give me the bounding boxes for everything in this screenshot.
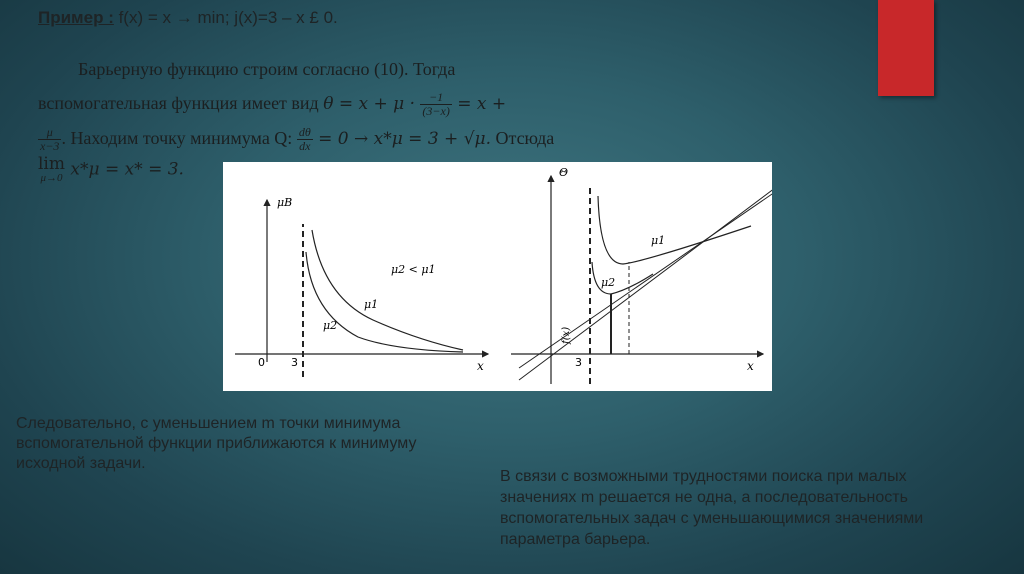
left-barrier-label: 3 <box>291 356 298 369</box>
left-origin-label: 0 <box>258 356 265 369</box>
conclusion-text: Следовательно, с уменьшением m точки минимума вспомогательной функции приближаются к минимуму исходной задачи. <box>16 415 417 472</box>
left-plot <box>235 196 488 377</box>
paragraph-line-3 <box>38 121 658 156</box>
right-y-label: Θ <box>559 166 569 179</box>
paragraph-line-2-text: вспомогательная функция имеет вид <box>38 93 324 113</box>
slide-title <box>38 8 338 28</box>
limit-subscript: μ→0 <box>40 172 63 184</box>
left-curve-mu2 <box>306 252 463 352</box>
paragraph-line-2 <box>38 86 658 121</box>
paragraph-line-1-text: Барьерную функцию строим согласно (10). Тогда <box>78 59 456 79</box>
right-x-label: x <box>747 359 754 373</box>
figure-svg <box>223 162 772 391</box>
mu-fraction-num: μ <box>38 126 61 140</box>
left-curve-mu1 <box>312 230 463 350</box>
barrier-fraction-num: −1 <box>420 91 451 105</box>
right-curve-mu1-label: μ1 <box>651 234 666 247</box>
mu-fraction-den: x−3 <box>40 139 60 154</box>
limit-operator <box>38 156 65 185</box>
left-curve-mu2-label: μ2 <box>323 319 338 332</box>
right-line-fx <box>519 188 772 380</box>
minimum-point-formula: = 0 → x*μ = 3 + √μ. <box>312 129 491 149</box>
derivative-den: dx <box>299 139 311 154</box>
derivative-num: dθ <box>298 125 311 140</box>
paragraph-line-3-text: . Находим точку минимума Q: <box>61 128 297 148</box>
right-barrier-label: 3 <box>575 356 582 369</box>
left-y-label: μB <box>277 196 293 209</box>
paragraph-line-1 <box>38 52 658 86</box>
left-x-label: x <box>477 359 484 373</box>
aux-function-formula-tail: = x + <box>451 94 507 114</box>
derivative-fraction <box>297 126 313 153</box>
note-text: В связи с возможными трудностями поиска при малых значениях m решается не одна, а последовательность вспомогательных задач с уменьшающимися значениями параметра барьера. <box>500 468 924 548</box>
paragraph-line-3-end: Отсюда <box>490 128 555 148</box>
accent-bar <box>878 0 934 96</box>
right-fx-label: f(x) <box>561 326 572 344</box>
limit-formula: x*μ = x* = 3. <box>65 159 184 180</box>
left-curve-mu1-label: μ1 <box>364 298 379 311</box>
barrier-fraction-den: (3−x) <box>422 104 450 119</box>
example-label: Пример : <box>38 8 114 27</box>
barrier-function-figure <box>223 162 772 391</box>
right-plot <box>511 166 772 384</box>
left-relation-label: μ2 < μ1 <box>391 263 436 276</box>
right-curve-mu1 <box>598 196 751 264</box>
barrier-fraction <box>420 91 451 118</box>
example-statement: f(x) = x → min; j(x)=3 – x £ 0. <box>113 8 338 27</box>
right-curve-mu2-label: μ2 <box>601 276 616 289</box>
aux-function-formula: θ = x + μ · <box>323 94 421 114</box>
mu-fraction <box>38 126 61 153</box>
limit-word: lim <box>38 154 65 174</box>
